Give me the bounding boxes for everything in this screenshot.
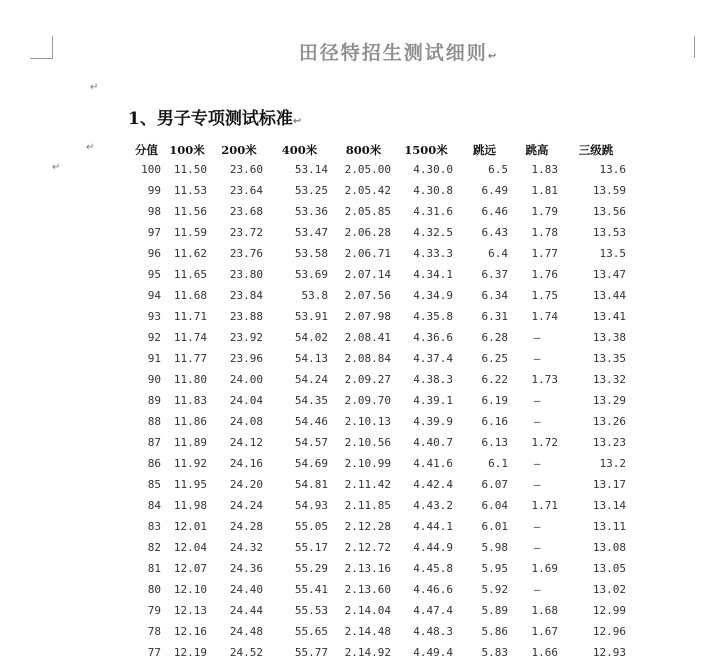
- table-cell: 2.08.41: [344, 331, 391, 344]
- table-row: [130, 264, 630, 285]
- table-cell: 6.4: [488, 247, 508, 260]
- table-cell: 94: [147, 289, 161, 302]
- table-cell: 4.44.1: [413, 520, 453, 533]
- table-cell: 4.32.5: [413, 226, 453, 239]
- table-cell: 13.56: [592, 205, 626, 218]
- table-cell: 5.86: [481, 625, 508, 638]
- table-cell: 4.38.3: [413, 373, 453, 386]
- table-cell: 24.28: [229, 520, 263, 533]
- table-cell: 95: [147, 268, 161, 281]
- table-row: [130, 432, 630, 453]
- table-cell: 23.84: [229, 289, 263, 302]
- table-cell: 1.66: [531, 646, 558, 659]
- table-cell: 78: [147, 625, 161, 638]
- table-cell: 4.40.7: [413, 436, 453, 449]
- table-cell: 4.48.3: [413, 625, 453, 638]
- table-cell: 6.49: [481, 184, 508, 197]
- table-cell: 54.81: [294, 478, 328, 491]
- table-cell: 4.45.8: [413, 562, 453, 575]
- column-header: 跳高: [525, 142, 549, 157]
- table-cell: 4.42.4: [413, 478, 453, 491]
- table-row: [130, 558, 630, 579]
- table-cell: 53.8: [301, 289, 328, 302]
- table-cell: 6.19: [481, 394, 508, 407]
- table-row: [130, 579, 630, 600]
- table-cell: 12.13: [173, 604, 207, 617]
- table-cell: —: [533, 394, 541, 407]
- table-cell: 6.13: [481, 436, 508, 449]
- table-cell: 2.05.85: [344, 205, 391, 218]
- table-cell: 23.60: [229, 163, 263, 176]
- table-cell: 54.35: [294, 394, 328, 407]
- table-cell: 55.53: [294, 604, 328, 617]
- table-cell: 84: [147, 499, 161, 512]
- table-cell: 4.39.1: [413, 394, 453, 407]
- table-cell: 2.10.99: [344, 457, 391, 470]
- table-cell: 12.16: [173, 625, 207, 638]
- table-cell: 4.44.9: [413, 541, 453, 554]
- table-cell: 13.05: [592, 562, 626, 575]
- table-cell: 1.77: [531, 247, 558, 260]
- table-cell: 100: [141, 163, 161, 176]
- table-cell: —: [533, 415, 541, 428]
- table-cell: 11.74: [173, 331, 207, 344]
- table-cell: 55.65: [294, 625, 328, 638]
- table-cell: 24.20: [229, 478, 263, 491]
- table-cell: 13.26: [592, 415, 626, 428]
- table-cell: 24.36: [229, 562, 263, 575]
- table-cell: 92: [147, 331, 161, 344]
- table-cell: 83: [147, 520, 161, 533]
- table-cell: 12.04: [173, 541, 207, 554]
- table-cell: 11.92: [173, 457, 207, 470]
- table-cell: 55.29: [294, 562, 328, 575]
- table-cell: —: [533, 583, 541, 596]
- table-cell: 23.80: [229, 268, 263, 281]
- table-cell: 11.98: [173, 499, 207, 512]
- table-cell: 11.68: [173, 289, 207, 302]
- table-cell: 2.11.85: [344, 499, 391, 512]
- table-cell: 13.11: [592, 520, 626, 533]
- table-cell: 2.13.16: [344, 562, 391, 575]
- table-cell: 2.10.13: [344, 415, 391, 428]
- table-row: [130, 348, 630, 369]
- column-header: 200米: [221, 142, 257, 157]
- table-cell: 2.12.72: [344, 541, 391, 554]
- table-cell: 24.08: [229, 415, 263, 428]
- table-cell: 11.65: [173, 268, 207, 281]
- table-cell: 2.05.42: [344, 184, 391, 197]
- table-cell: 87: [147, 436, 161, 449]
- table-cell: 6.46: [481, 205, 508, 218]
- table-cell: 23.88: [229, 310, 263, 323]
- paragraph-mark: ↩: [292, 116, 302, 127]
- table-cell: 11.62: [173, 247, 207, 260]
- table-cell: 24.52: [229, 646, 263, 659]
- table-row: [130, 474, 630, 495]
- column-header: 1500米: [404, 142, 448, 157]
- table-cell: 4.39.9: [413, 415, 453, 428]
- table-cell: 4.46.6: [413, 583, 453, 596]
- table-cell: 13.23: [592, 436, 626, 449]
- table-cell: 1.73: [531, 373, 558, 386]
- table-cell: 53.25: [294, 184, 328, 197]
- table-cell: 1.83: [531, 163, 558, 176]
- table-cell: 2.08.84: [344, 352, 391, 365]
- table-cell: 53.91: [294, 310, 328, 323]
- table-cell: 4.36.6: [413, 331, 453, 344]
- table-cell: 6.22: [481, 373, 508, 386]
- table-row: [130, 642, 630, 663]
- table-cell: 12.19: [173, 646, 207, 659]
- paragraph-mark: ↵: [52, 162, 61, 173]
- table-cell: 13.08: [592, 541, 626, 554]
- table-cell: 53.36: [294, 205, 328, 218]
- table-cell: 6.01: [481, 520, 508, 533]
- scores-table: [130, 140, 630, 663]
- table-cell: 6.04: [481, 499, 508, 512]
- table-cell: 4.35.8: [413, 310, 453, 323]
- table-cell: —: [533, 352, 541, 365]
- table-cell: 12.96: [592, 625, 626, 638]
- table-cell: 53.58: [294, 247, 328, 260]
- paragraph-mark: ↵: [90, 82, 99, 93]
- table-cell: 77: [147, 646, 161, 659]
- table-cell: 2.13.60: [344, 583, 391, 596]
- table-cell: 6.31: [481, 310, 508, 323]
- table-cell: —: [533, 541, 541, 554]
- table-cell: 54.46: [294, 415, 328, 428]
- table-row: [130, 201, 630, 222]
- table-cell: 11.59: [173, 226, 207, 239]
- table-cell: 6.34: [481, 289, 508, 302]
- table-cell: 5.98: [481, 541, 508, 554]
- table-cell: 53.69: [294, 268, 328, 281]
- table-cell: 24.12: [229, 436, 263, 449]
- table-cell: 4.31.6: [413, 205, 453, 218]
- document-title: 田径特招生测试细则↩: [298, 42, 499, 64]
- table-cell: 11.77: [173, 352, 207, 365]
- table-cell: 23.72: [229, 226, 263, 239]
- table-row: [130, 621, 630, 642]
- table-cell: 54.02: [294, 331, 328, 344]
- table-cell: 6.5: [488, 163, 508, 176]
- table-cell: 11.80: [173, 373, 207, 386]
- table-cell: 2.09.27: [344, 373, 391, 386]
- table-cell: 11.89: [173, 436, 207, 449]
- table-cell: 13.29: [592, 394, 626, 407]
- table-cell: 11.56: [173, 205, 207, 218]
- table-cell: 24.04: [229, 394, 263, 407]
- table-cell: 82: [147, 541, 161, 554]
- table-cell: —: [533, 457, 541, 470]
- table-cell: 1.67: [531, 625, 558, 638]
- table-cell: —: [533, 331, 541, 344]
- table-cell: 79: [147, 604, 161, 617]
- column-header: 三级跳: [578, 142, 614, 157]
- table-cell: 23.76: [229, 247, 263, 260]
- table-cell: 1.79: [531, 205, 558, 218]
- table-cell: 93: [147, 310, 161, 323]
- table-cell: 2.07.56: [344, 289, 391, 302]
- table-cell: 13.32: [592, 373, 626, 386]
- table-cell: 6.16: [481, 415, 508, 428]
- table-cell: 89: [147, 394, 161, 407]
- table-cell: 24.40: [229, 583, 263, 596]
- table-cell: 13.2: [599, 457, 626, 470]
- column-header: 100米: [169, 142, 205, 157]
- table-cell: 24.48: [229, 625, 263, 638]
- table-cell: 54.13: [294, 352, 328, 365]
- table-cell: 1.75: [531, 289, 558, 302]
- table-cell: 24.44: [229, 604, 263, 617]
- table-row: [130, 411, 630, 432]
- table-cell: 2.10.56: [344, 436, 391, 449]
- table-cell: 6.25: [481, 352, 508, 365]
- table-cell: 2.09.70: [344, 394, 391, 407]
- table-row: [130, 243, 630, 264]
- table-row: [130, 537, 630, 558]
- table-cell: 4.33.3: [413, 247, 453, 260]
- paragraph-mark: ↵: [86, 142, 95, 153]
- table-cell: 85: [147, 478, 161, 491]
- table-cell: 12.93: [592, 646, 626, 659]
- table-cell: 2.07.98: [344, 310, 391, 323]
- table-cell: 12.99: [592, 604, 626, 617]
- table-cell: 1.76: [531, 268, 558, 281]
- table-cell: 6.43: [481, 226, 508, 239]
- table-cell: 55.41: [294, 583, 328, 596]
- table-cell: 12.01: [173, 520, 207, 533]
- table-cell: 88: [147, 415, 161, 428]
- table-cell: 1.81: [531, 184, 558, 197]
- table-cell: 4.49.4: [413, 646, 453, 659]
- table-cell: 11.50: [173, 163, 207, 176]
- table-cell: 13.35: [592, 352, 626, 365]
- table-cell: 1.71: [531, 499, 558, 512]
- table-cell: 11.86: [173, 415, 207, 428]
- table-cell: 13.6: [599, 163, 626, 176]
- table-cell: 13.41: [592, 310, 626, 323]
- table-cell: 2.06.28: [344, 226, 391, 239]
- table-cell: 54.93: [294, 499, 328, 512]
- table-cell: —: [533, 520, 541, 533]
- table-cell: 55.77: [294, 646, 328, 659]
- table-cell: 11.95: [173, 478, 207, 491]
- table-cell: 13.44: [592, 289, 626, 302]
- table-row: [130, 453, 630, 474]
- table-cell: 11.53: [173, 184, 207, 197]
- table-row: [130, 495, 630, 516]
- table-cell: 1.78: [531, 226, 558, 239]
- table-cell: 13.53: [592, 226, 626, 239]
- table-cell: 24.32: [229, 541, 263, 554]
- table-row: [130, 222, 630, 243]
- table-cell: 6.1: [488, 457, 508, 470]
- table-cell: 55.17: [294, 541, 328, 554]
- column-header: 跳远: [473, 142, 496, 157]
- table-cell: 2.05.00: [344, 163, 391, 176]
- table-cell: 2.06.71: [344, 247, 391, 260]
- table-cell: 24.24: [229, 499, 263, 512]
- table-row: [130, 180, 630, 201]
- table-row: [130, 306, 630, 327]
- table-cell: 13.47: [592, 268, 626, 281]
- table-cell: 12.07: [173, 562, 207, 575]
- table-cell: 4.30.8: [413, 184, 453, 197]
- table-cell: 2.11.42: [344, 478, 391, 491]
- table-cell: 53.14: [294, 163, 328, 176]
- section-heading: 1、男子专项测试标准↩: [128, 109, 302, 129]
- table-cell: 6.37: [481, 268, 508, 281]
- table-cell: 12.10: [173, 583, 207, 596]
- table-cell: 23.96: [229, 352, 263, 365]
- table-cell: 2.14.04: [344, 604, 391, 617]
- column-header: 800米: [345, 142, 382, 157]
- table-cell: 23.64: [229, 184, 263, 197]
- table-cell: 54.57: [294, 436, 328, 449]
- table-cell: 5.83: [481, 646, 508, 659]
- table-cell: —: [533, 478, 541, 491]
- table-cell: 91: [147, 352, 161, 365]
- table-cell: 1.74: [531, 310, 558, 323]
- table-cell: 96: [147, 247, 161, 260]
- table-row: [130, 327, 630, 348]
- table-cell: 86: [147, 457, 161, 470]
- table-cell: 5.92: [481, 583, 508, 596]
- table-row: [130, 516, 630, 537]
- table-cell: 13.5: [599, 247, 626, 260]
- table-cell: 2.14.92: [344, 646, 391, 659]
- table-cell: 4.47.4: [413, 604, 453, 617]
- table-cell: 1.69: [531, 562, 558, 575]
- table-cell: 53.47: [294, 226, 328, 239]
- table-cell: 6.07: [481, 478, 508, 491]
- table-cell: 2.12.28: [344, 520, 391, 533]
- table-cell: 13.17: [592, 478, 626, 491]
- table-cell: 98: [147, 205, 161, 218]
- table-cell: 2.07.14: [344, 268, 391, 281]
- table-cell: 4.34.9: [413, 289, 453, 302]
- table-cell: 11.71: [173, 310, 207, 323]
- table-cell: 13.14: [592, 499, 626, 512]
- column-header: 分值: [135, 142, 158, 157]
- table-cell: 4.43.2: [413, 499, 453, 512]
- table-cell: 13.38: [592, 331, 626, 344]
- table-cell: 97: [147, 226, 161, 239]
- table-cell: 5.95: [481, 562, 508, 575]
- table-cell: 1.72: [531, 436, 558, 449]
- table-cell: 4.37.4: [413, 352, 453, 365]
- table-row: [130, 390, 630, 411]
- table-cell: 80: [147, 583, 161, 596]
- table-cell: 13.02: [592, 583, 626, 596]
- table-header-row: [130, 140, 630, 159]
- paragraph-mark: ↩: [487, 51, 499, 62]
- column-header: 400米: [281, 142, 318, 157]
- table-cell: 23.92: [229, 331, 263, 344]
- table-cell: 2.14.48: [344, 625, 391, 638]
- table-cell: 24.00: [229, 373, 263, 386]
- table-cell: 24.16: [229, 457, 263, 470]
- table-row: [130, 600, 630, 621]
- table-cell: 5.89: [481, 604, 508, 617]
- table-cell: 11.83: [173, 394, 207, 407]
- table-cell: 13.59: [592, 184, 626, 197]
- table-cell: 99: [147, 184, 161, 197]
- table-cell: 1.68: [531, 604, 558, 617]
- table-cell: 90: [147, 373, 161, 386]
- table-cell: 4.30.0: [413, 163, 453, 176]
- table-cell: 54.24: [294, 373, 328, 386]
- table-cell: 81: [147, 562, 161, 575]
- table-cell: 4.41.6: [413, 457, 453, 470]
- table-row: [130, 285, 630, 306]
- table-row: [130, 159, 630, 180]
- table-cell: 55.05: [294, 520, 328, 533]
- table-cell: 54.69: [294, 457, 328, 470]
- table-cell: 4.34.1: [413, 268, 453, 281]
- table-cell: 6.28: [481, 331, 508, 344]
- table-row: [130, 369, 630, 390]
- table-cell: 23.68: [229, 205, 263, 218]
